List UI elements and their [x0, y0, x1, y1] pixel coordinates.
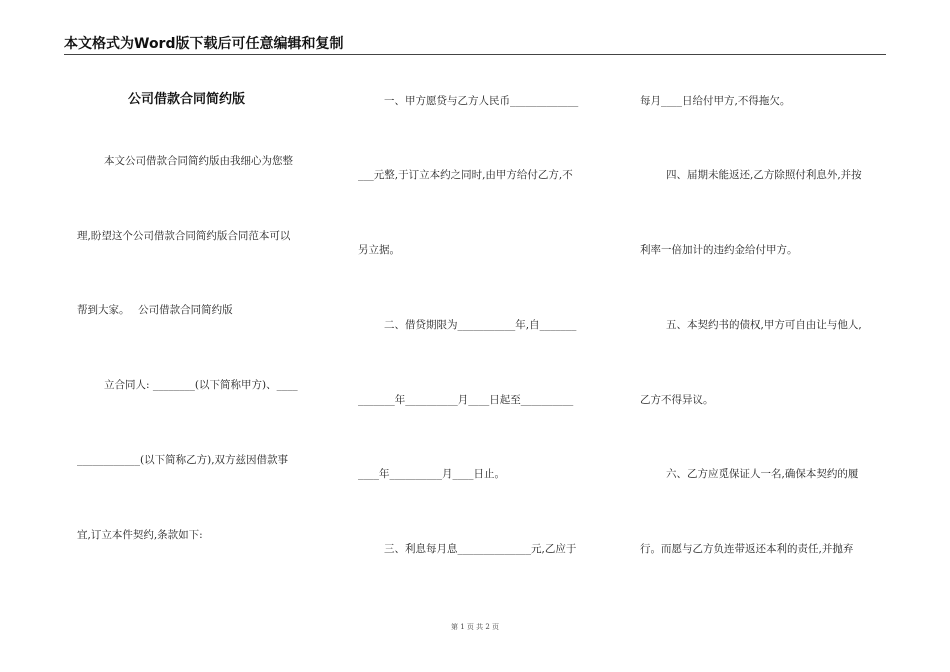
paragraph-line: 本文公司借款合同简约版由我细心为您整 [104, 155, 293, 167]
paragraph-line: 理,盼望这个公司借款合同简约版合同范本可以 [77, 230, 291, 242]
document-title: 公司借款合同简约版 [128, 92, 246, 107]
clause-line: 二、借贷期限为___________年,自_______ [384, 319, 577, 331]
clause-line: 行。而愿与乙方负连带返还本利的责任,并抛弃 [640, 543, 854, 555]
paragraph-line: ____________(以下简称乙方),双方兹因借款事 [77, 454, 289, 466]
paragraph-line: 立合同人: ________(以下简称甲方)、____ [104, 379, 298, 391]
clause-line: 每月____日给付甲方,不得拖欠。 [640, 95, 791, 107]
clause-line: 三、利息每月息______________元,乙应于 [384, 543, 577, 555]
clause-line: ____年__________月____日止。 [358, 468, 505, 480]
header-text: 本文格式为Word版下载后可任意编辑和复制 [64, 36, 344, 52]
page-number: 第 1 页 共 2 页 [450, 623, 500, 631]
page-footer [0, 622, 950, 632]
clause-line: _______年__________月____日起至__________ [358, 394, 574, 406]
clause-line: ___元整,于订立本约之同时,由甲方给付乙方,不 [358, 169, 573, 181]
paragraph-line: 帮到大家。 公司借款合同简约版 [77, 304, 233, 316]
page-header [64, 34, 886, 55]
clause-line: 五、本契约书的债权,甲方可自由让与他人, [666, 319, 862, 331]
paragraph-line: 宜,订立本件契约,条款如下: [77, 529, 203, 541]
clause-line: 利率一倍加计的违约金给付甲方。 [640, 244, 798, 256]
clause-line: 四、届期未能返还,乙方除照付利息外,并按 [666, 169, 862, 181]
clause-line: 另立据。 [358, 244, 400, 256]
clause-line: 六、乙方应觅保证人一名,确保本契约的履 [666, 468, 859, 480]
clause-line: 一、甲方愿贷与乙方人民币_____________ [384, 95, 579, 107]
clause-line: 乙方不得异议。 [640, 394, 714, 406]
